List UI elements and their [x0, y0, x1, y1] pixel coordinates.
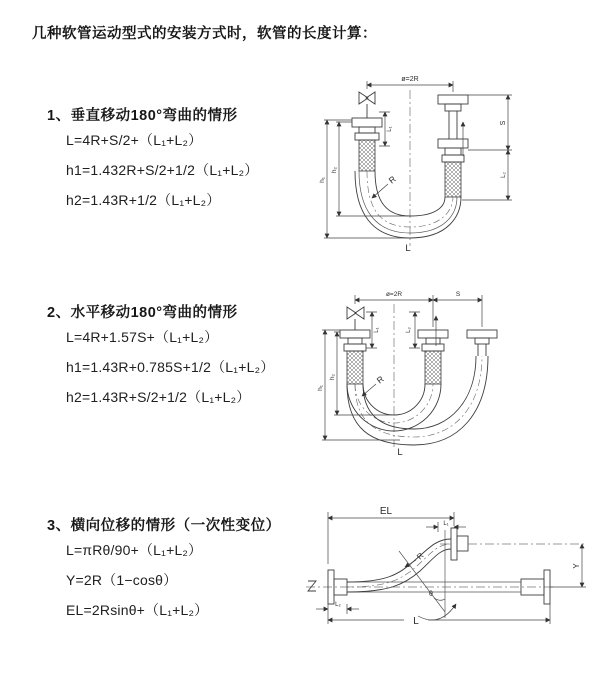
formula-l: L=4R+S/2+（L₁+L₂）	[66, 132, 203, 148]
centerline	[306, 581, 556, 591]
dimension-l2	[501, 150, 508, 200]
left-pipe-fitting	[340, 330, 370, 384]
section-3-heading: 3、横向位移的情形（一次性变位）	[47, 518, 281, 534]
left-pipe-fitting	[352, 118, 382, 171]
section-3	[47, 514, 281, 625]
dim-label-r: R	[415, 551, 426, 562]
dim-label-l: L	[397, 447, 403, 458]
dim-label-l2: L₂	[501, 172, 507, 178]
dim-label-s: S	[500, 120, 507, 126]
dimension-diameter-2r	[355, 291, 482, 327]
formula-l: L=4R+1.57S+（L₁+L₂）	[66, 329, 219, 345]
section-1-heading: 1、垂直移动180°弯曲的情形	[47, 108, 238, 124]
dim-label-l2: L₂	[406, 327, 412, 333]
dim-label-l: L	[405, 243, 411, 254]
dim-label-r: R	[386, 173, 398, 186]
dim-label-2r: ø=2R	[401, 76, 419, 83]
dimension-l1	[426, 521, 466, 532]
dimension-y	[550, 544, 586, 587]
dimension-diameter-2r	[367, 76, 453, 92]
formula-h2: h2=1.43R+1/2（L₁+L₂）	[66, 192, 221, 208]
dim-label-s: S	[455, 291, 461, 298]
page-title: 几种软管运动型式的安装方式时，软管的长度计算：	[32, 26, 377, 42]
dimension-l2	[316, 602, 359, 614]
dim-label-el: EL	[379, 506, 393, 517]
formula-h1: h1=1.43R+0.785S+1/2（L₁+L₂）	[66, 359, 275, 375]
upper-flange	[440, 528, 584, 560]
formula-h1: h1=1.432R+S/2+1/2（L₁+L₂）	[66, 162, 259, 178]
valve-icon	[347, 307, 364, 330]
dim-label-2r: ø=2R	[385, 291, 403, 298]
dim-label-l: L	[413, 616, 419, 627]
formula-el: EL=2Rsinθ+（L₁+L₂）	[66, 602, 209, 618]
right-pipe-fitting	[467, 330, 497, 356]
diagram-lateral-displacement	[298, 498, 598, 646]
dim-label-l1: L₁	[443, 521, 449, 527]
dim-label-y: Y	[572, 563, 581, 569]
dim-label-l1: L₁	[374, 327, 380, 333]
dimension-h1	[317, 330, 400, 440]
valve-icon	[359, 92, 375, 118]
dim-label-theta: θ	[429, 591, 433, 598]
dim-label-r: R	[374, 373, 386, 386]
radius-callout	[362, 374, 386, 396]
dimension-el	[328, 506, 454, 564]
dim-label-h2: h₂	[329, 373, 336, 381]
dimension-l	[328, 604, 550, 627]
dim-label-l1: L₁	[387, 126, 393, 132]
dim-label-l2: L₂	[335, 602, 341, 608]
hose-s-curve	[347, 539, 451, 592]
dim-label-h1: h₁	[319, 177, 326, 183]
formula-l: L=πRθ/90+（L₁+L₂）	[66, 542, 203, 558]
axis-break-mark	[308, 581, 316, 591]
angle-theta-construction	[399, 530, 456, 620]
dim-label-h2: h₂	[331, 166, 338, 174]
dimension-l1	[379, 112, 393, 146]
formula-y: Y=2R（1−cosθ）	[66, 572, 178, 588]
diagram-vertical-180-bend	[312, 68, 592, 266]
dim-label-h1: h₁	[317, 385, 324, 391]
dimension-s	[462, 95, 512, 200]
formula-h2: h2=1.43R+S/2+1/2（L₁+L₂）	[66, 389, 251, 405]
dimension-s	[433, 291, 482, 300]
section-2	[47, 301, 274, 412]
diagram-horizontal-180-bend	[308, 282, 598, 462]
section-2-heading: 2、水平移动180°弯曲的情形	[47, 305, 238, 321]
dimension-h1	[319, 120, 410, 238]
right-pipe-fitting	[438, 95, 468, 197]
section-1	[47, 104, 258, 215]
